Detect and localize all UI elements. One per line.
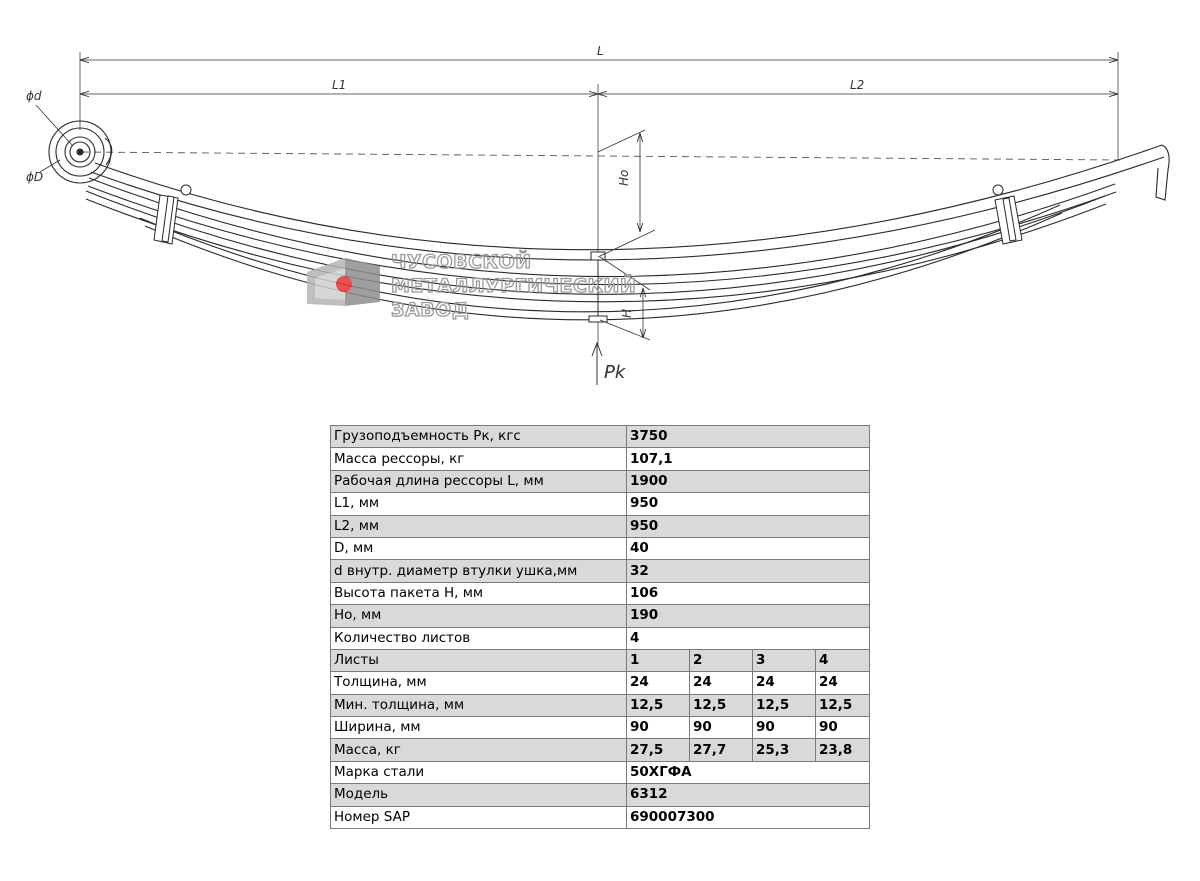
- leaf-value: 24: [627, 672, 690, 694]
- spec-row: [331, 582, 870, 604]
- extension-lines: [80, 52, 1118, 345]
- leaf-value: 24: [753, 672, 816, 694]
- leaf-value: 12,5: [816, 694, 870, 716]
- spec-value: 32: [627, 560, 870, 582]
- leaf-value: 27,7: [690, 739, 753, 761]
- spec-value: 690007300: [627, 806, 870, 828]
- spec-row: [331, 537, 870, 559]
- phi-d-label: ϕd: [26, 89, 42, 103]
- spec-label: L2, мм: [331, 515, 627, 537]
- leaf-value: 24: [690, 672, 753, 694]
- leaf-value: 24: [816, 672, 870, 694]
- spec-label: Рабочая длина рессоры L, мм: [331, 470, 627, 492]
- spec-value: 106: [627, 582, 870, 604]
- leaf-value: 3: [753, 649, 816, 671]
- phi-D-label: ϕD: [26, 170, 44, 184]
- leaf-label: Листы: [331, 649, 627, 671]
- leaf-label: Масса, кг: [331, 739, 627, 761]
- leaf-value: 12,5: [753, 694, 816, 716]
- spec-row: [331, 448, 870, 470]
- dimension-l1-label: L1: [332, 78, 347, 92]
- spec-label: Грузоподъемность Pк, кгс: [331, 426, 627, 448]
- spec-label: L1, мм: [331, 493, 627, 515]
- watermark-line-3: ЗАВОД: [391, 299, 470, 321]
- spec-row: [331, 426, 870, 448]
- leaf-value: 90: [753, 717, 816, 739]
- spec-value: 950: [627, 493, 870, 515]
- leaf-label: Мин. толщина, мм: [331, 694, 627, 716]
- spec-value: 40: [627, 537, 870, 559]
- dimension-l2-label: L2: [850, 78, 865, 92]
- leaf-value: 12,5: [627, 694, 690, 716]
- dimension-l1: [80, 78, 598, 94]
- spec-label: Ho, мм: [331, 605, 627, 627]
- spec-label: Модель: [331, 784, 627, 806]
- spec-table: [330, 425, 870, 829]
- spec-label: Марка стали: [331, 761, 627, 783]
- spec-value: 50ХГФА: [627, 761, 870, 783]
- watermark-line-2: МЕТАЛЛУРГИЧЕСКИЙ: [391, 275, 637, 297]
- spec-value: 190: [627, 605, 870, 627]
- spec-value: 1900: [627, 470, 870, 492]
- leaf-spring-drawing: [0, 0, 1200, 400]
- logo-red-dot: [336, 276, 352, 292]
- spec-row: [331, 784, 870, 806]
- spec-label: Номер SAP: [331, 806, 627, 828]
- rebound-clips: [154, 185, 1022, 244]
- spec-value: 6312: [627, 784, 870, 806]
- leaf-value: 2: [690, 649, 753, 671]
- leaf-row: [331, 717, 870, 739]
- diameter-leaders: [26, 89, 72, 184]
- load-label: Pk: [604, 362, 626, 383]
- spec-label: Масса рессоры, кг: [331, 448, 627, 470]
- spec-row: [331, 761, 870, 783]
- watermark-text: [391, 250, 636, 321]
- spec-row: [331, 515, 870, 537]
- watermark-line-1: ЧУСОВСКОЙ: [391, 251, 532, 273]
- spec-row: [331, 627, 870, 649]
- h-label: H: [620, 308, 634, 318]
- spec-value: 3750: [627, 426, 870, 448]
- spec-row: [331, 806, 870, 828]
- dimension-l-label: L: [597, 44, 604, 58]
- leaf-value: 4: [816, 649, 870, 671]
- spec-value: 4: [627, 627, 870, 649]
- spec-label: d внутр. диаметр втулки ушка,мм: [331, 560, 627, 582]
- spec-row: [331, 470, 870, 492]
- spec-label: Высота пакета H, мм: [331, 582, 627, 604]
- leaf-row: [331, 672, 870, 694]
- leaf-value: 90: [627, 717, 690, 739]
- leaf-label: Ширина, мм: [331, 717, 627, 739]
- leaf-value: 25,3: [753, 739, 816, 761]
- leaf-value: 23,8: [816, 739, 870, 761]
- company-logo: [307, 258, 380, 306]
- dimension-ho: [598, 130, 655, 257]
- leaf-value: 12,5: [690, 694, 753, 716]
- reference-dashed-line: [82, 152, 1120, 160]
- dimension-l: [80, 44, 1118, 60]
- leaf-row: [331, 649, 870, 671]
- leaf-value: 90: [690, 717, 753, 739]
- spec-value: 107,1: [627, 448, 870, 470]
- spec-label: D, мм: [331, 537, 627, 559]
- leaf-value: 27,5: [627, 739, 690, 761]
- leaf-row: [331, 694, 870, 716]
- spec-row: [331, 605, 870, 627]
- dimension-h: [600, 257, 650, 340]
- load-arrow: [592, 343, 627, 385]
- leaf-value: 90: [816, 717, 870, 739]
- leaf-row: [331, 739, 870, 761]
- spec-label: Количество листов: [331, 627, 627, 649]
- leaf-label: Толщина, мм: [331, 672, 627, 694]
- dimension-l2: [598, 78, 1118, 94]
- ho-label: Ho: [617, 169, 631, 186]
- spec-row: [331, 560, 870, 582]
- leaf-value: 1: [627, 649, 690, 671]
- spec-row: [331, 493, 870, 515]
- spec-value: 950: [627, 515, 870, 537]
